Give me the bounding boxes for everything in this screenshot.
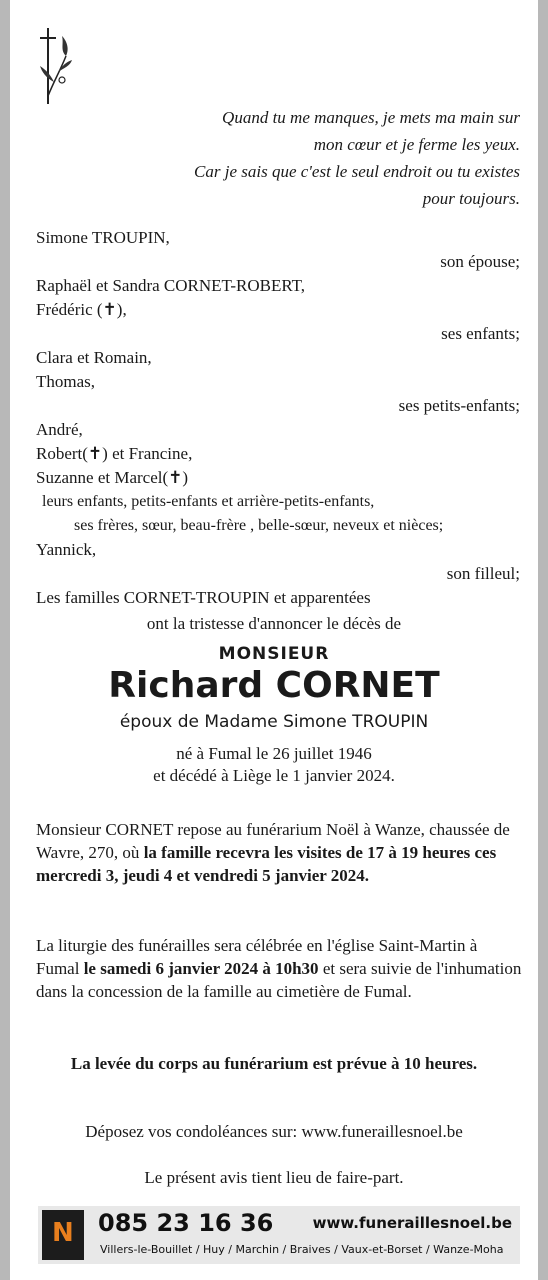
death-line: et décédé à Liège le 1 janvier 2024. <box>153 766 395 785</box>
funeral-home-banner <box>38 1206 520 1264</box>
condolences-line: Déposez vos condoléances sur: www.funeraillesnoel.be <box>85 1122 463 1141</box>
family-relation: ses enfants; <box>441 324 520 343</box>
family-line: Robert(✝) et Francine, <box>36 444 193 463</box>
family-relation: ses petits-enfants; <box>398 396 520 415</box>
honorific: MONSIEUR <box>218 644 330 664</box>
liturgy-text-1: La liturgie des funérailles sera célébrée en l'église Saint-Martin à Fumal <box>36 936 478 978</box>
liturgy-date: le samedi 6 janvier 2024 à 10h30 <box>83 959 319 978</box>
deceased-name: Richard CORNET <box>108 665 440 706</box>
family-line: Suzanne et Marcel(✝) <box>36 468 189 487</box>
announcement-line: ont la tristesse d'annoncer le décès de <box>146 614 402 633</box>
family-line: Simone TROUPIN, <box>36 228 170 247</box>
phone-number: 085 23 16 36 <box>98 1209 274 1237</box>
birth-line: né à Fumal le 26 juillet 1946 <box>176 744 372 763</box>
family-line: leurs enfants, petits-enfants et arrière-petits-enfants, <box>42 493 375 510</box>
family-line: Clara et Romain, <box>36 348 152 367</box>
family-line: Raphaël et Sandra CORNET-ROBERT, <box>36 276 306 295</box>
family-relation: son épouse; <box>440 252 520 271</box>
logo-letter: N <box>52 1218 74 1248</box>
liturgy-text-2: et sera suivie de l'inhumation dans la concession de la famille au cimetière de Fumal. <box>36 959 522 1001</box>
family-line: Yannick, <box>36 540 97 559</box>
liturgy-paragraph <box>36 934 524 1003</box>
spouse-line: époux de Madame Simone TROUPIN <box>119 712 429 732</box>
visits-paragraph <box>36 818 524 887</box>
family-line: Frédéric (✝), <box>36 300 127 319</box>
towns-list: Villers-le-Bouillet / Huy / Marchin / Braives / Vaux-et-Borset / Wanze-Moha <box>100 1243 504 1256</box>
family-relation: son filleul; <box>446 564 520 583</box>
quote-line-3: Car je sais que c'est le seul endroit ou tu existes <box>194 162 520 181</box>
visits-text: Monsieur CORNET repose au funérarium Noël à Wanze, chaussée de Wavre, 270, où <box>36 820 510 862</box>
visits-emphasis: la famille recevra les visites de 17 à 19 heures ces mercredi 3, jeudi 4 et vendredi 5 janvier 2024. <box>36 843 497 885</box>
cross-flower-icon <box>36 26 76 108</box>
obituary-page <box>10 0 538 1280</box>
funeral-home-logo <box>42 1210 84 1260</box>
family-line: Thomas, <box>36 372 96 391</box>
notice-line: Le présent avis tient lieu de faire-part. <box>144 1168 404 1187</box>
family-line: ses frères, sœur, beau-frère , belle-sœur, neveux et nièces; <box>74 517 444 534</box>
levee-notice: La levée du corps au funérarium est prévue à 10 heures. <box>70 1054 478 1073</box>
quote-line-2: mon cœur et je ferme les yeux. <box>313 135 520 154</box>
website-link[interactable]: www.funeraillesnoel.be <box>312 1214 512 1232</box>
quote-line-1: Quand tu me manques, je mets ma main sur <box>222 108 520 127</box>
family-line: André, <box>36 420 83 439</box>
quote-line-4: pour toujours. <box>422 189 520 208</box>
family-line: Les familles CORNET-TROUPIN et apparentées <box>36 588 371 607</box>
